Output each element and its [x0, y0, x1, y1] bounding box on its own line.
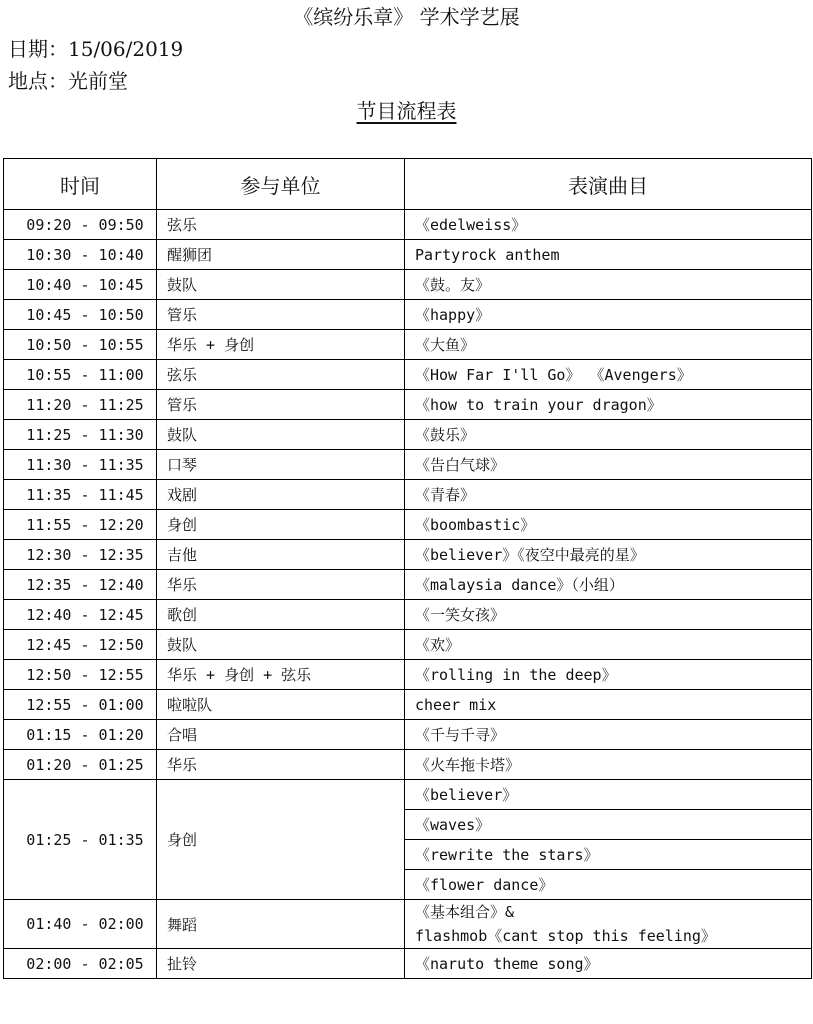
time-cell: 12:55 - 01:00 [4, 690, 157, 720]
performance-cell: 《欢》 [405, 630, 812, 660]
performance-cell: 《基本组合》& flashmob《cant stop this feeling》 [405, 900, 812, 949]
table-row [4, 240, 812, 270]
unit-cell: 身创 [157, 780, 405, 900]
unit-cell: 舞蹈 [157, 900, 405, 949]
time-cell: 10:45 - 10:50 [4, 300, 157, 330]
performance-cell: 《青春》 [405, 480, 812, 510]
performance-cell: 《rewrite the stars》 [405, 840, 812, 870]
time-cell: 09:20 - 09:50 [4, 210, 157, 240]
time-cell: 10:55 - 11:00 [4, 360, 157, 390]
table-row [4, 270, 812, 300]
header-unit: 参与单位 [157, 159, 405, 210]
performance-cell: 《boombastic》 [405, 510, 812, 540]
performance-cell: 《flower dance》 [405, 870, 812, 900]
document-title: 《缤纷乐章》 学术学艺展 [293, 5, 520, 29]
performance-cell: 《how to train your dragon》 [405, 390, 812, 420]
unit-cell: 华乐 [157, 750, 405, 780]
table-row [4, 780, 812, 810]
unit-cell: 歌创 [157, 600, 405, 630]
unit-cell: 合唱 [157, 720, 405, 750]
performance-cell: 《naruto theme song》 [405, 949, 812, 979]
table-row [4, 750, 812, 780]
table-row [4, 690, 812, 720]
event-date: 日期：15/06/2019 [8, 37, 184, 61]
unit-cell: 鼓队 [157, 270, 405, 300]
unit-cell: 身创 [157, 510, 405, 540]
performance-cell: 《believer》 [405, 780, 812, 810]
header-time: 时间 [4, 159, 157, 210]
time-cell: 11:35 - 11:45 [4, 480, 157, 510]
time-cell: 01:20 - 01:25 [4, 750, 157, 780]
unit-cell: 醒狮团 [157, 240, 405, 270]
time-cell: 10:30 - 10:40 [4, 240, 157, 270]
performance-cell: 《malaysia dance》（小组） [405, 570, 812, 600]
unit-cell: 口琴 [157, 450, 405, 480]
time-cell: 02:00 - 02:05 [4, 949, 157, 979]
table-row [4, 540, 812, 570]
table-row [4, 570, 812, 600]
unit-cell: 鼓队 [157, 420, 405, 450]
table-row [4, 420, 812, 450]
unit-cell: 鼓队 [157, 630, 405, 660]
program-schedule-table [3, 158, 812, 979]
time-cell: 11:25 - 11:30 [4, 420, 157, 450]
time-cell: 10:40 - 10:45 [4, 270, 157, 300]
table-body [4, 210, 812, 979]
time-cell: 11:55 - 12:20 [4, 510, 157, 540]
time-cell: 01:40 - 02:00 [4, 900, 157, 949]
time-cell: 01:25 - 01:35 [4, 780, 157, 900]
unit-cell: 管乐 [157, 300, 405, 330]
table-row [4, 210, 812, 240]
time-cell: 12:50 - 12:55 [4, 660, 157, 690]
performance-cell: 《believer》《夜空中最亮的星》 [405, 540, 812, 570]
performance-cell: 《waves》 [405, 810, 812, 840]
time-cell: 10:50 - 10:55 [4, 330, 157, 360]
performance-cell: 《一笑女孩》 [405, 600, 812, 630]
table-row [4, 390, 812, 420]
table-row [4, 450, 812, 480]
performance-cell: 《rolling in the deep》 [405, 660, 812, 690]
table-row [4, 720, 812, 750]
unit-cell: 扯铃 [157, 949, 405, 979]
performance-cell: 《鼓。友》 [405, 270, 812, 300]
performance-cell: 《鼓乐》 [405, 420, 812, 450]
performance-cell: 《大鱼》 [405, 330, 812, 360]
unit-cell: 戏剧 [157, 480, 405, 510]
time-cell: 12:30 - 12:35 [4, 540, 157, 570]
header-performance: 表演曲目 [405, 159, 812, 210]
time-cell: 11:30 - 11:35 [4, 450, 157, 480]
unit-cell: 华乐 [157, 570, 405, 600]
unit-cell: 华乐 + 身创 [157, 330, 405, 360]
performance-cell: 《edelweiss》 [405, 210, 812, 240]
table-row [4, 510, 812, 540]
performance-cell: 《火车拖卡塔》 [405, 750, 812, 780]
performance-cell: Partyrock anthem [405, 240, 812, 270]
unit-cell: 弦乐 [157, 210, 405, 240]
performance-cell: 《How Far I'll Go》 《Avengers》 [405, 360, 812, 390]
table-row [4, 330, 812, 360]
event-location: 地点：光前堂 [8, 69, 128, 93]
time-cell: 12:45 - 12:50 [4, 630, 157, 660]
table-header-row [4, 159, 812, 210]
table-row [4, 630, 812, 660]
unit-cell: 弦乐 [157, 360, 405, 390]
time-cell: 12:35 - 12:40 [4, 570, 157, 600]
time-cell: 12:40 - 12:45 [4, 600, 157, 630]
table-row [4, 300, 812, 330]
unit-cell: 吉他 [157, 540, 405, 570]
performance-cell: 《千与千寻》 [405, 720, 812, 750]
unit-cell: 管乐 [157, 390, 405, 420]
table-row [4, 949, 812, 979]
table-row [4, 900, 812, 949]
unit-cell: 啦啦队 [157, 690, 405, 720]
table-row [4, 480, 812, 510]
schedule-subtitle [0, 98, 813, 124]
performance-cell: cheer mix [405, 690, 812, 720]
table-row [4, 660, 812, 690]
unit-cell: 华乐 + 身创 + 弦乐 [157, 660, 405, 690]
table-row [4, 360, 812, 390]
table-row [4, 600, 812, 630]
time-cell: 01:15 - 01:20 [4, 720, 157, 750]
performance-cell: 《happy》 [405, 300, 812, 330]
schedule-subtitle-text: 节目流程表 [356, 99, 457, 123]
performance-cell: 《告白气球》 [405, 450, 812, 480]
time-cell: 11:20 - 11:25 [4, 390, 157, 420]
